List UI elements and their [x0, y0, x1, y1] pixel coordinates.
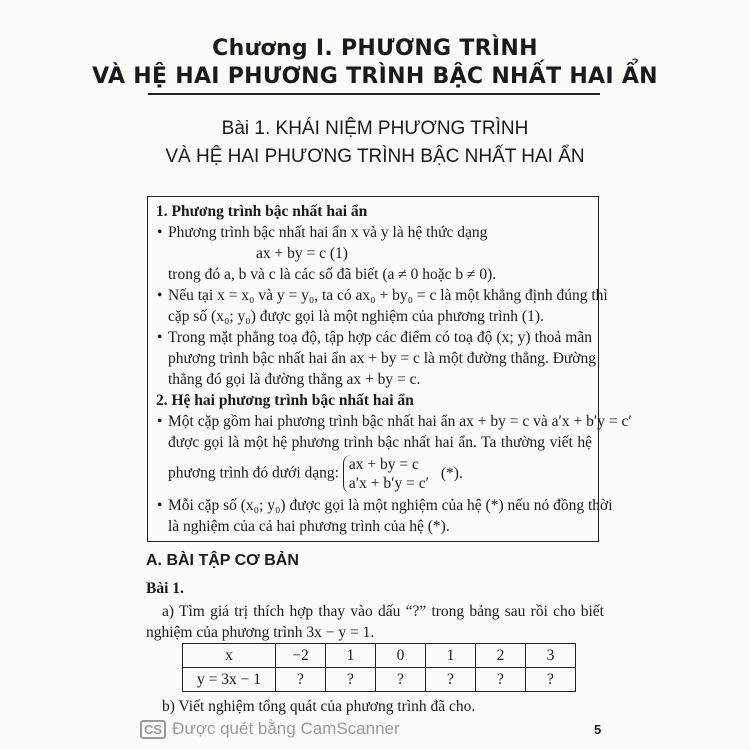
section-1-title: 1. Phương trình bậc nhất hai ẩn — [156, 203, 368, 220]
value-table — [182, 643, 576, 692]
lesson-title-line1: Bài 1. KHÁI NIỆM PHƯƠNG TRÌNH — [221, 118, 529, 139]
table-row — [183, 644, 576, 668]
text-line: trong đó a, b và c là các số đã biết (a ≠ 0 hoặc b ≠ 0). — [168, 266, 497, 283]
camscanner-watermark — [140, 719, 400, 739]
bullet-text — [168, 413, 632, 452]
text-line: • Nếu tại x = x₀ và y = y₀, ta có ax₀ + by₀ = c là một khẳng định đúng thì — [168, 287, 608, 304]
exercise-a — [162, 603, 604, 621]
table-cell: x — [183, 644, 276, 668]
table-cell: 2 — [476, 644, 526, 668]
equation-system — [343, 455, 429, 493]
table-cell: 1 — [426, 644, 476, 668]
text-line: phương trình đó dưới dạng: — [168, 464, 339, 482]
system-eq-1: ax + by = c — [348, 456, 419, 473]
text-line: • Trong mặt phẳng toạ độ, tập hợp các điểm có toạ độ (x; y) thoả mãn — [168, 329, 592, 346]
table-cell: 3 — [526, 644, 576, 668]
text-line: cặp số (x₀; y₀) được gọi là một nghiệm của phương trình (1). — [168, 308, 544, 325]
chapter-title-line1: Chương I. PHƯƠNG TRÌNH — [212, 36, 538, 61]
system-line — [168, 455, 463, 493]
table-cell: ? — [426, 668, 476, 692]
bullet-text — [168, 329, 596, 368]
table-cell: ? — [526, 668, 576, 692]
bullet-text — [168, 287, 608, 305]
text-line: nghiệm của phương trình 3x − y = 1. — [146, 624, 375, 641]
watermark-text: Được quét bằng CamScanner — [172, 719, 400, 738]
lesson-title-line2: VÀ HỆ HAI PHƯƠNG TRÌNH BẬC NHẤT HAI ẨN — [165, 146, 585, 167]
section-2-title: 2. Hệ hai phương trình bậc nhất hai ẩn — [156, 392, 414, 409]
table-cell: 1 — [326, 644, 376, 668]
bullet-text: • Phương trình bậc nhất hai ẩn x và y là hệ thức dạng — [168, 224, 487, 242]
chapter-title-line2: VÀ HỆ HAI PHƯƠNG TRÌNH BẬC NHẤT HAI ẨN — [92, 64, 658, 89]
text-line: a) Tìm giá trị thích hợp thay vào dấu “?” trong bảng sau rồi cho biết — [162, 603, 604, 620]
exercise-b: b) Viết nghiệm tổng quát của phương trình đã cho. — [162, 698, 476, 715]
equation: ax + by = c (1) — [256, 245, 348, 262]
system-eq-2: a′x + b′y = c′ — [348, 475, 430, 492]
table-row — [183, 668, 576, 692]
system-tag: (*). — [440, 464, 463, 482]
theory-box — [147, 196, 632, 542]
table-cell: ? — [326, 668, 376, 692]
text-line: là nghiệm của cả hai phương trình của hệ (*). — [168, 518, 450, 535]
page-number: 5 — [594, 722, 602, 737]
table-cell: ? — [476, 668, 526, 692]
bullet-text — [168, 497, 613, 515]
text-line: thẳng đó gọi là đường thẳng ax + by = c. — [168, 371, 421, 388]
chapter-divider — [148, 93, 600, 95]
table-cell: −2 — [276, 644, 326, 668]
table-cell: ? — [376, 668, 426, 692]
camscanner-logo-icon: CS — [140, 720, 166, 739]
text-line: • Một cặp gồm hai phương trình bậc nhất hai ẩn ax + by = c và a′x + b′y = c′ — [168, 413, 632, 430]
table-cell: y = 3x − 1 — [183, 668, 276, 692]
section-a-heading: A. BÀI TẬP CƠ BẢN — [146, 552, 299, 569]
text-line: phương trình bậc nhất hai ẩn ax + by = c là một đường thẳng. Đường — [168, 350, 596, 367]
table-cell: 0 — [376, 644, 426, 668]
table-cell: ? — [276, 668, 326, 692]
exercise-title: Bài 1. — [146, 580, 184, 597]
text-line: được gọi là một hệ phương trình bậc nhất hai ẩn. Ta thường viết hệ — [168, 434, 592, 451]
text-line: • Mỗi cặp số (x₀; y₀) được gọi là một nghiệm của hệ (*) nếu nó đồng thời — [168, 497, 613, 514]
